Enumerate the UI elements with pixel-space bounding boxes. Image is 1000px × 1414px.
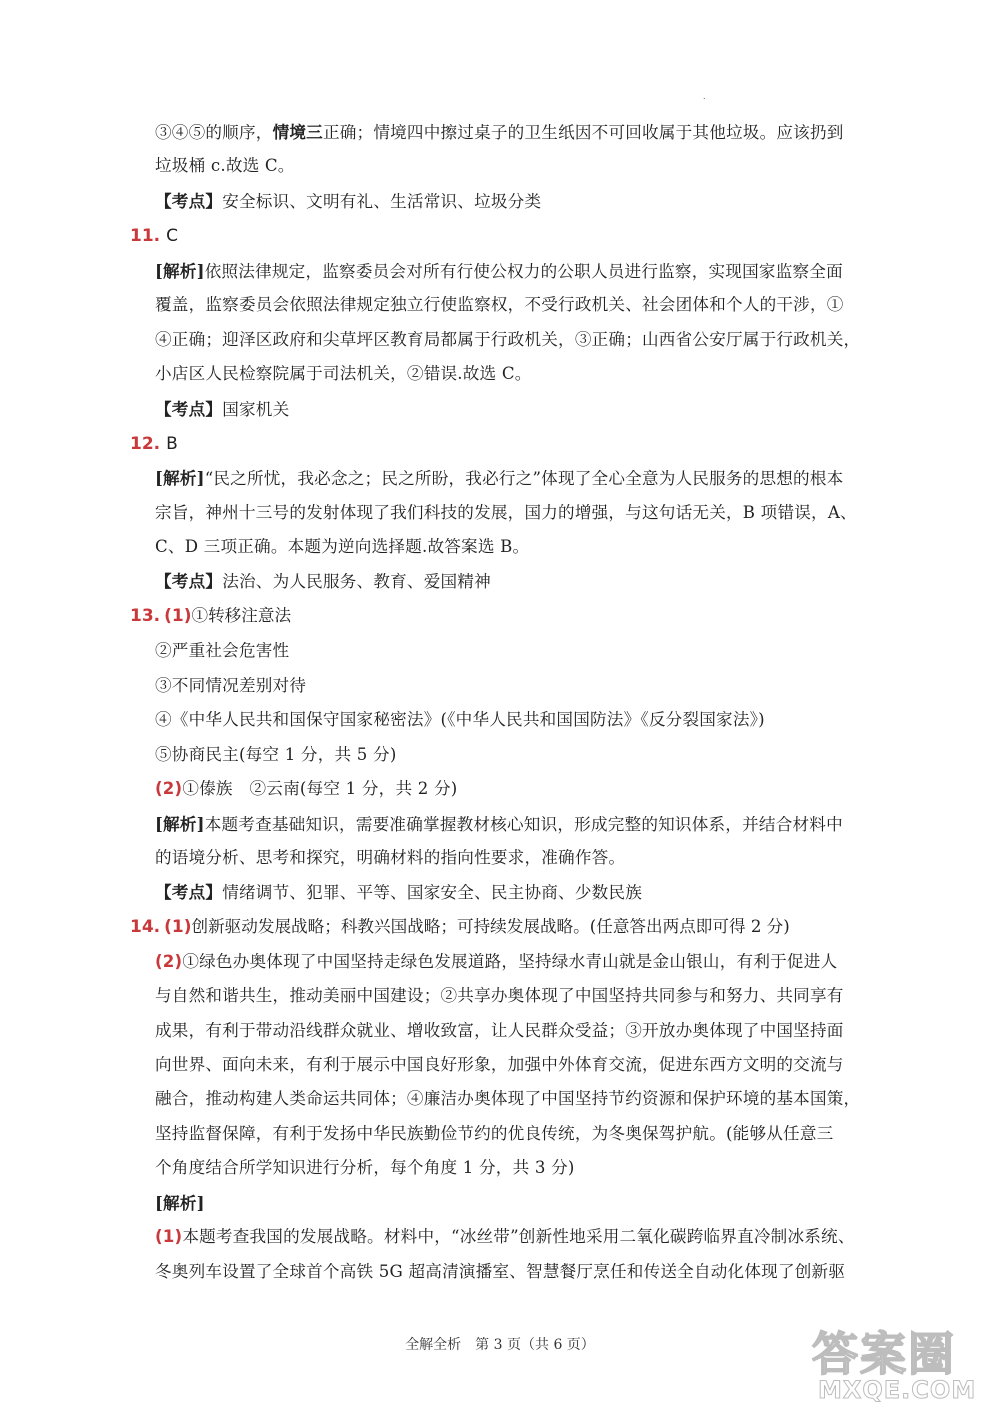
sub-question-label: (1) bbox=[155, 1227, 183, 1246]
question-number: 12. bbox=[130, 434, 161, 454]
jiexi-tag: [解析] bbox=[155, 261, 205, 281]
kaodian-line bbox=[155, 398, 289, 421]
text-segment: 本题考查基础知识，需要准确掌握教材核心知识，形成完整的知识体系，并结合材料中 bbox=[204, 815, 843, 834]
text-line: 坚持监督保障，有利于发扬中华民族勤俭节约的优良传统，为冬奥保驾护航。(能够从任意三 bbox=[155, 1124, 834, 1143]
text-segment: ①转移注意法 bbox=[191, 606, 292, 625]
text-segment: “民之所忧，我必念之；民之所盼，我必行之”体现了全心全意为人民服务的思想的根本 bbox=[204, 469, 844, 488]
question-number: 13. bbox=[130, 606, 161, 626]
text-line: ②严重社会危害性 bbox=[155, 641, 290, 660]
kaodian-tag: 【考点】 bbox=[155, 571, 223, 591]
text-line: ④《中华人民共和国保守国家秘密法》(《中华人民共和国国防法》《反分裂国家法》) bbox=[155, 710, 765, 729]
jiexi-tag: [解析] bbox=[155, 468, 205, 488]
text-line: C、D 三项正确。本题为逆向选择题.故答案选 B。 bbox=[155, 537, 530, 556]
text-line: 融合，推动构建人类命运共同体；④廉洁办奥体现了中国坚持节约资源和保护环境的基本国策， bbox=[155, 1089, 861, 1108]
watermark-top-text: 答案圈 bbox=[812, 1327, 956, 1381]
text-line bbox=[155, 778, 457, 800]
sub-question-label: (2) bbox=[155, 779, 183, 798]
page-footer: 全解全析 第 3 页（共 6 页） bbox=[405, 1337, 595, 1353]
text-segment: 国家机关 bbox=[222, 400, 290, 419]
text-segment: 依照法律规定，监察委员会对所有行使公权力的公职人员进行监察，实现国家监察全面 bbox=[204, 262, 843, 281]
jiexi-line bbox=[155, 1192, 205, 1215]
text-line: 宗旨，神州十三号的发射体现了我们科技的发展，国力的增强，与这句话无关，B 项错误，A、 bbox=[155, 503, 857, 522]
kaodian-line bbox=[155, 881, 642, 904]
stray-dot: . bbox=[703, 92, 706, 101]
kaodian-tag: 【考点】 bbox=[155, 882, 223, 902]
text-segment: 情绪调节、犯罪、平等、国家安全、民主协商、少数民族 bbox=[222, 883, 643, 902]
text-line: ④正确；迎泽区政府和尖草坪区教育局都属于行政机关，③正确；山西省公安厅属于行政机关， bbox=[155, 330, 861, 349]
sub-question-label: (1) bbox=[164, 606, 192, 626]
sub-question-label: (2) bbox=[155, 952, 183, 971]
question-number: 11. bbox=[130, 226, 161, 246]
text-line bbox=[155, 951, 837, 973]
text-segment: 创新驱动发展战略；科教兴国战略；可持续发展战略。(任意答出两点即可得 2 分) bbox=[191, 917, 790, 936]
text-line: 小店区人民检察院属于司法机关，②错误.故选 C。 bbox=[155, 364, 532, 383]
kaodian-line bbox=[155, 570, 491, 593]
bold-term: 情境三 bbox=[272, 122, 323, 142]
question-12 bbox=[130, 433, 178, 455]
text-line bbox=[155, 121, 844, 144]
question-11 bbox=[130, 225, 178, 247]
question-answer: C bbox=[166, 226, 178, 246]
jiexi-line bbox=[155, 467, 843, 490]
text-line: 冬奥列车设置了全球首个高铁 5G 超高清演播室、智慧餐厅烹任和传送全自动化体现了创新驱 bbox=[155, 1262, 846, 1281]
jiexi-line bbox=[155, 813, 843, 836]
text-segment: ①傣族 ②云南(每空 1 分，共 2 分) bbox=[182, 779, 458, 798]
text-line bbox=[155, 1226, 855, 1248]
text-segment: 安全标识、文明有礼、生活常识、垃圾分类 bbox=[222, 192, 542, 211]
jiexi-tag: [解析] bbox=[155, 814, 205, 834]
text-line: 垃圾桶 c.故选 C。 bbox=[155, 156, 295, 175]
text-line: 成果，有利于带动沿线群众就业、增收致富，让人民群众受益；③开放办奥体现了中国坚持面 bbox=[155, 1021, 844, 1040]
text-line: ③不同情况差别对待 bbox=[155, 676, 307, 695]
kaodian-tag: 【考点】 bbox=[155, 399, 223, 419]
text-line: 覆盖，监察委员会依照法律规定独立行使监察权，不受行政机关、社会团体和个人的干涉，① bbox=[155, 295, 844, 314]
text-segment: ①绿色办奥体现了中国坚持走绿色发展道路，坚持绿水青山就是金山银山，有利于促进人 bbox=[182, 952, 838, 971]
question-answer: B bbox=[166, 434, 178, 454]
text-line: 向世界、面向未来，有利于展示中国良好形象，加强中外体育交流，促进东西方文明的交流与 bbox=[155, 1055, 844, 1074]
jiexi-tag: [解析] bbox=[155, 1193, 205, 1213]
text-segment: 法治、为人民服务、教育、爱国精神 bbox=[222, 572, 491, 591]
text-line: 的语境分析、思考和探究，明确材料的指向性要求，准确作答。 bbox=[155, 848, 626, 867]
kaodian-tag: 【考点】 bbox=[155, 191, 223, 211]
text-line: ⑤协商民主(每空 1 分，共 5 分) bbox=[155, 745, 397, 764]
text-segment: ③④⑤的顺序， bbox=[155, 123, 273, 142]
watermark-bottom-text: MXQE.COM bbox=[818, 1376, 977, 1404]
text-line: 个角度结合所学知识进行分析，每个角度 1 分，共 3 分) bbox=[155, 1158, 575, 1177]
text-line: 与自然和谐共生，推动美丽中国建设；②共享办奥体现了中国坚持共同参与和努力、共同享有 bbox=[155, 986, 844, 1005]
question-number: 14. bbox=[130, 917, 161, 937]
watermark-logo bbox=[812, 1318, 990, 1408]
text-segment: 正确；情境四中擦过桌子的卫生纸因不可回收属于其他垃圾。应该扔到 bbox=[322, 123, 844, 142]
question-13 bbox=[130, 605, 291, 627]
text-segment: 本题考查我国的发展战略。材料中，“冰丝带”创新性地采用二氧化碳跨临界直冷制冰系统、 bbox=[182, 1227, 855, 1246]
jiexi-line bbox=[155, 260, 843, 283]
question-14 bbox=[130, 916, 790, 938]
kaodian-line bbox=[155, 190, 541, 213]
sub-question-label: (1) bbox=[164, 917, 192, 937]
